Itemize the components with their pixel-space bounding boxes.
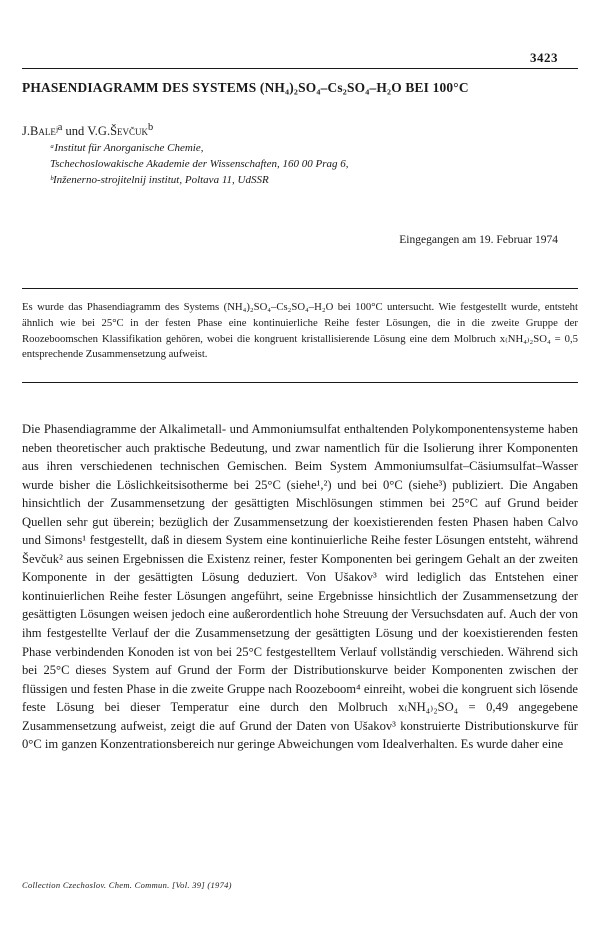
received-date: Eingegangen am 19. Februar 1974 [399,234,558,246]
abstract: Es wurde das Phasendiagramm des Systems (NH₄)₂SO₄–Cs₂SO₄–H₂O bei 100°C untersucht. Wie festgestellt wurde, entsteht ähnlich wie bei 25°C in der festen Phase eine kontinuierliche Reihe fester Lösungen, die in die zweite Gruppe der Roozeboomschen Klassifikation gehören, wobei die kongruent kristallisierende Lösung eine dem Molbruch x₍NH₄₎₂SO₄ = 0,5 entsprechende Zusammensetzung aufweist. [22,301,578,361]
author-2-mark: b [148,122,154,133]
author-1-mark: a [57,122,63,133]
affiliation-line: Tschechoslowakische Akademie der Wissenschaften, 160 00 Prag 6, [50,158,349,170]
header-rule [22,68,578,69]
body-paragraph: Die Phasendiagramme der Alkalimetall- und Ammoniumsulfat enthaltenden Polykomponentensysteme haben neben theoretischer auch praktische Bedeutung, und zwar namentlich für die Isolierung ihrer Komponenten aus ihren verschiedenen technischen Gemischen. Beim System Ammoniumsulfat–Cäsiumsulfat–Wasser wurde bisher die Löslichkeitsisotherme bei 25°C (siehe¹,²) und bei 0°C (siehe³) publiziert. Die Angaben hinsichtlich der Zusammensetzung der gesättigten Mischlösungen stimmen bei 25°C auf Grund beider Quellen sehr gut überein; bezüglich der Zusammensetzung der koexistierenden festen Phasen haben Calvo und Simons¹ festgestellt, daß in diesem System eine kontinuierliche Reihe fester Lösungen entsteht, während Ševčuk² aus seinen Ergebnissen die Existenz reiner, fester Komponenten bei geringem Gehalt an der zweiten Komponente in der gesättigten Lösung deduziert. Von Ušakov³ wird lediglich das Entstehen einer kontinuierlichen Reihe fester Lösungen angeführt, seine Ergebnisse hinsichtlich der Zusammensetzung der gesättigten Lösungen weisen jedoch eine außerordentlich hohe Streuung der Versuchsdaten auf. Auch der von ihm festgestellte Verlauf der die Zusammensetzung der gesättigten Lösung und der koexistierenden festen Phase verbindenden Konoden ist von bei 25°C festgestelltem Verlauf vollständig verschieden. Während sich bei 25°C dieses System auf Grund der Form der Distributionskurve beider Komponenten zwischen der flüssigen und festen Phase in die zweite Gruppe nach Roozeboom⁴ einreiht, wobei die kongruent sich lösende feste Lösung bei dieser Temperatur eine durch den Molbruch x₍NH₄₎₂SO₄ = 0,49 angegebene Zusammensetzung aufweist, zeigt die auf Grund der Daten von Ušakov³ konstruierte Distributionskurve für 0°C im ganzen Konzentrationsbereich nur geringe Abweichungen vom Idealverhalten. Es wurde daher eine [22,422,578,752]
affiliation-line: ᵇInženerno-strojitelnij institut, Poltava 11, UdSSR [50,174,269,186]
article-title: PHASENDIAGRAMM DES SYSTEMS (NH₄)₂SO₄–Cs₂SO₄–H₂O BEI 100°C [22,80,469,95]
body-text [22,420,578,754]
journal-footer: Collection Czechoslov. Chem. Commun. [Vol. 39] (1974) [22,880,232,890]
page-number: 3423 [530,50,558,65]
author-1: J.Baleʲ [22,124,58,139]
affiliation-line: ᵃInstitut für Anorganische Chemie, [50,142,204,154]
author-connector: und [62,124,88,139]
abstract-top-rule [22,288,578,289]
author-2: V.G.Ševčuk [87,124,149,139]
author-line [22,122,153,139]
abstract-bottom-rule [22,382,578,383]
